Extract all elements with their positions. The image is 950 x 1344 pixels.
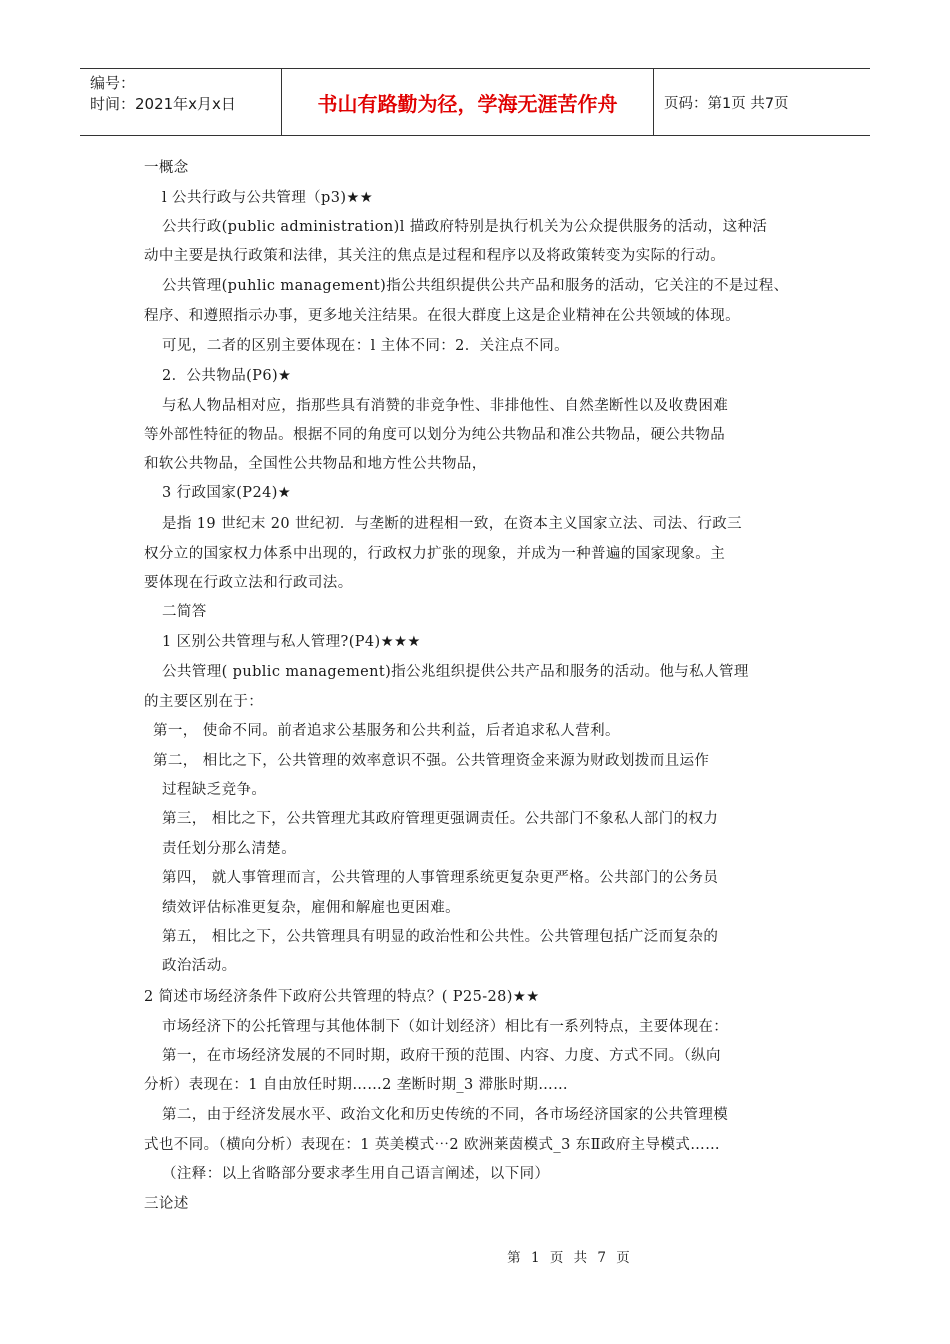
list-item: 第五， 相比之下，公共管理具有明显的政治性和公共性。公共管理包括广泛而复杂的: [162, 929, 719, 945]
paragraph-line: 第一，在市场经济发展的不同时期，政府干预的范围、内容、力度、方式不同。（纵向: [162, 1048, 721, 1064]
page-header: [80, 68, 870, 136]
paragraph-line: 等外部性特征的物品。根据不同的角度可以划分为纯公共物品和准公共物品，硬公共物品: [144, 427, 726, 443]
header-motto: 书山有路勤为径，学海无涯苦作舟: [282, 69, 654, 135]
paragraph-line: 公共管理(puhlic management)指公共组织提供公共产品和服务的活动，它关注的不是过程、: [162, 278, 789, 294]
section-heading: 三论述: [144, 1196, 189, 1212]
list-item: 第四， 就人事管理而言，公共管理的人事管理系统更复杂更严格。公共部门的公务员: [162, 870, 719, 886]
paragraph-line: 和软公共物品，全国性公共物品和地方性公共物品，: [144, 456, 487, 472]
note-line: （注释：以上省略部分要求孝生用自己语言阐述，以下同）: [162, 1166, 550, 1182]
list-item-continuation: 过程缺乏竞争。: [162, 782, 267, 798]
paragraph-line: 是指 19 世纪末 20 世纪初．与垄断的进程相一致，在资本主义国家立法、司法、行政三: [162, 516, 743, 532]
paragraph-line: 动中主要是执行政策和法律，其关注的焦点是过程和程序以及将政策转变为实际的行动。: [144, 248, 726, 264]
item-heading: 1 区别公共管理与私人管理?(P4)★★★: [162, 634, 421, 650]
item-heading: 2．公共物品(P6)★: [162, 368, 292, 384]
paragraph-line: 与私人物品相对应，指那些具有消赞的非竞争性、非排他性、自然垄断性以及收费困难: [162, 398, 729, 414]
paragraph-line: 分析）表现在：1 自由放任时期……2 垄断时期_3 滞胀时期……: [144, 1077, 569, 1093]
list-item-continuation: 绩效评估标准更复杂，雇佣和解雇也更困难。: [162, 900, 460, 916]
paragraph-line: 第二，由于经济发展水平、政治文化和历史传统的不同，各市场经济国家的公共管理模: [162, 1107, 729, 1123]
section-heading: 二简答: [162, 604, 207, 620]
paragraph-line: 市场经济下的公托管理与其他体制下（如计划经济）相比有一系列特点，主要体现在：: [162, 1019, 729, 1035]
header-page-number: 页码：第1页 共7页: [664, 95, 789, 112]
list-item: 第一， 使命不同。前者追求公基服务和公共利益，后者追求私人营利。: [153, 723, 620, 739]
document-date: 时间：2021年x月x日: [90, 95, 236, 113]
item-heading: 3 行政国家(P24)★: [162, 485, 292, 501]
paragraph-line: 公共管理( public management)指公兆组织提供公共产品和服务的活动。他与私人管理: [162, 664, 749, 680]
document-number: 编号：: [90, 74, 136, 92]
paragraph-line: 程序、和遵照指示办事，更多地关注结果。在很大群度上这是企业精神在公共领域的体现。: [144, 308, 740, 324]
item-heading: 2 简述市场经济条件下政府公共管理的特点？( P25-28)★★: [144, 989, 540, 1005]
paragraph-line: 的主要区别在于：: [144, 694, 264, 710]
list-item-continuation: 责任划分那么清楚。: [162, 841, 297, 857]
section-heading: 一概念: [144, 160, 189, 176]
header-meta: [80, 69, 282, 135]
paragraph-line: 权分立的国家权力体系中出现的，行政权力扩张的现象，并成为一种普遍的国家现象。主: [144, 546, 726, 562]
item-heading: l 公共行政与公共管理（p3)★★: [162, 190, 374, 206]
paragraph-line: 公共行政(public administration)l 描政府特别是执行机关为公众提供服务的活动，这种活: [162, 219, 768, 235]
list-item: 第二， 相比之下，公共管理的效率意识不强。公共管理资金来源为财政划拨而且运作: [153, 753, 710, 769]
list-item: 第三， 相比之下，公共管理尤其政府管理更强调责任。公共部门不象私人部门的权力: [162, 811, 719, 827]
paragraph-line: 式也不同。（横向分析）表现在：1 英美模式⋯2 欧洲莱茵模式_3 东Ⅱ政府主导模式……: [144, 1137, 721, 1153]
page-footer: 第 1 页 共 7 页: [507, 1250, 633, 1266]
list-item-continuation: 政治活动。: [162, 958, 237, 974]
paragraph-line: 要体现在行政立法和行政司法。: [144, 575, 353, 591]
paragraph-line: 可见，二者的区别主要体现在：l 主体不同：2．关注点不同。: [162, 338, 570, 354]
